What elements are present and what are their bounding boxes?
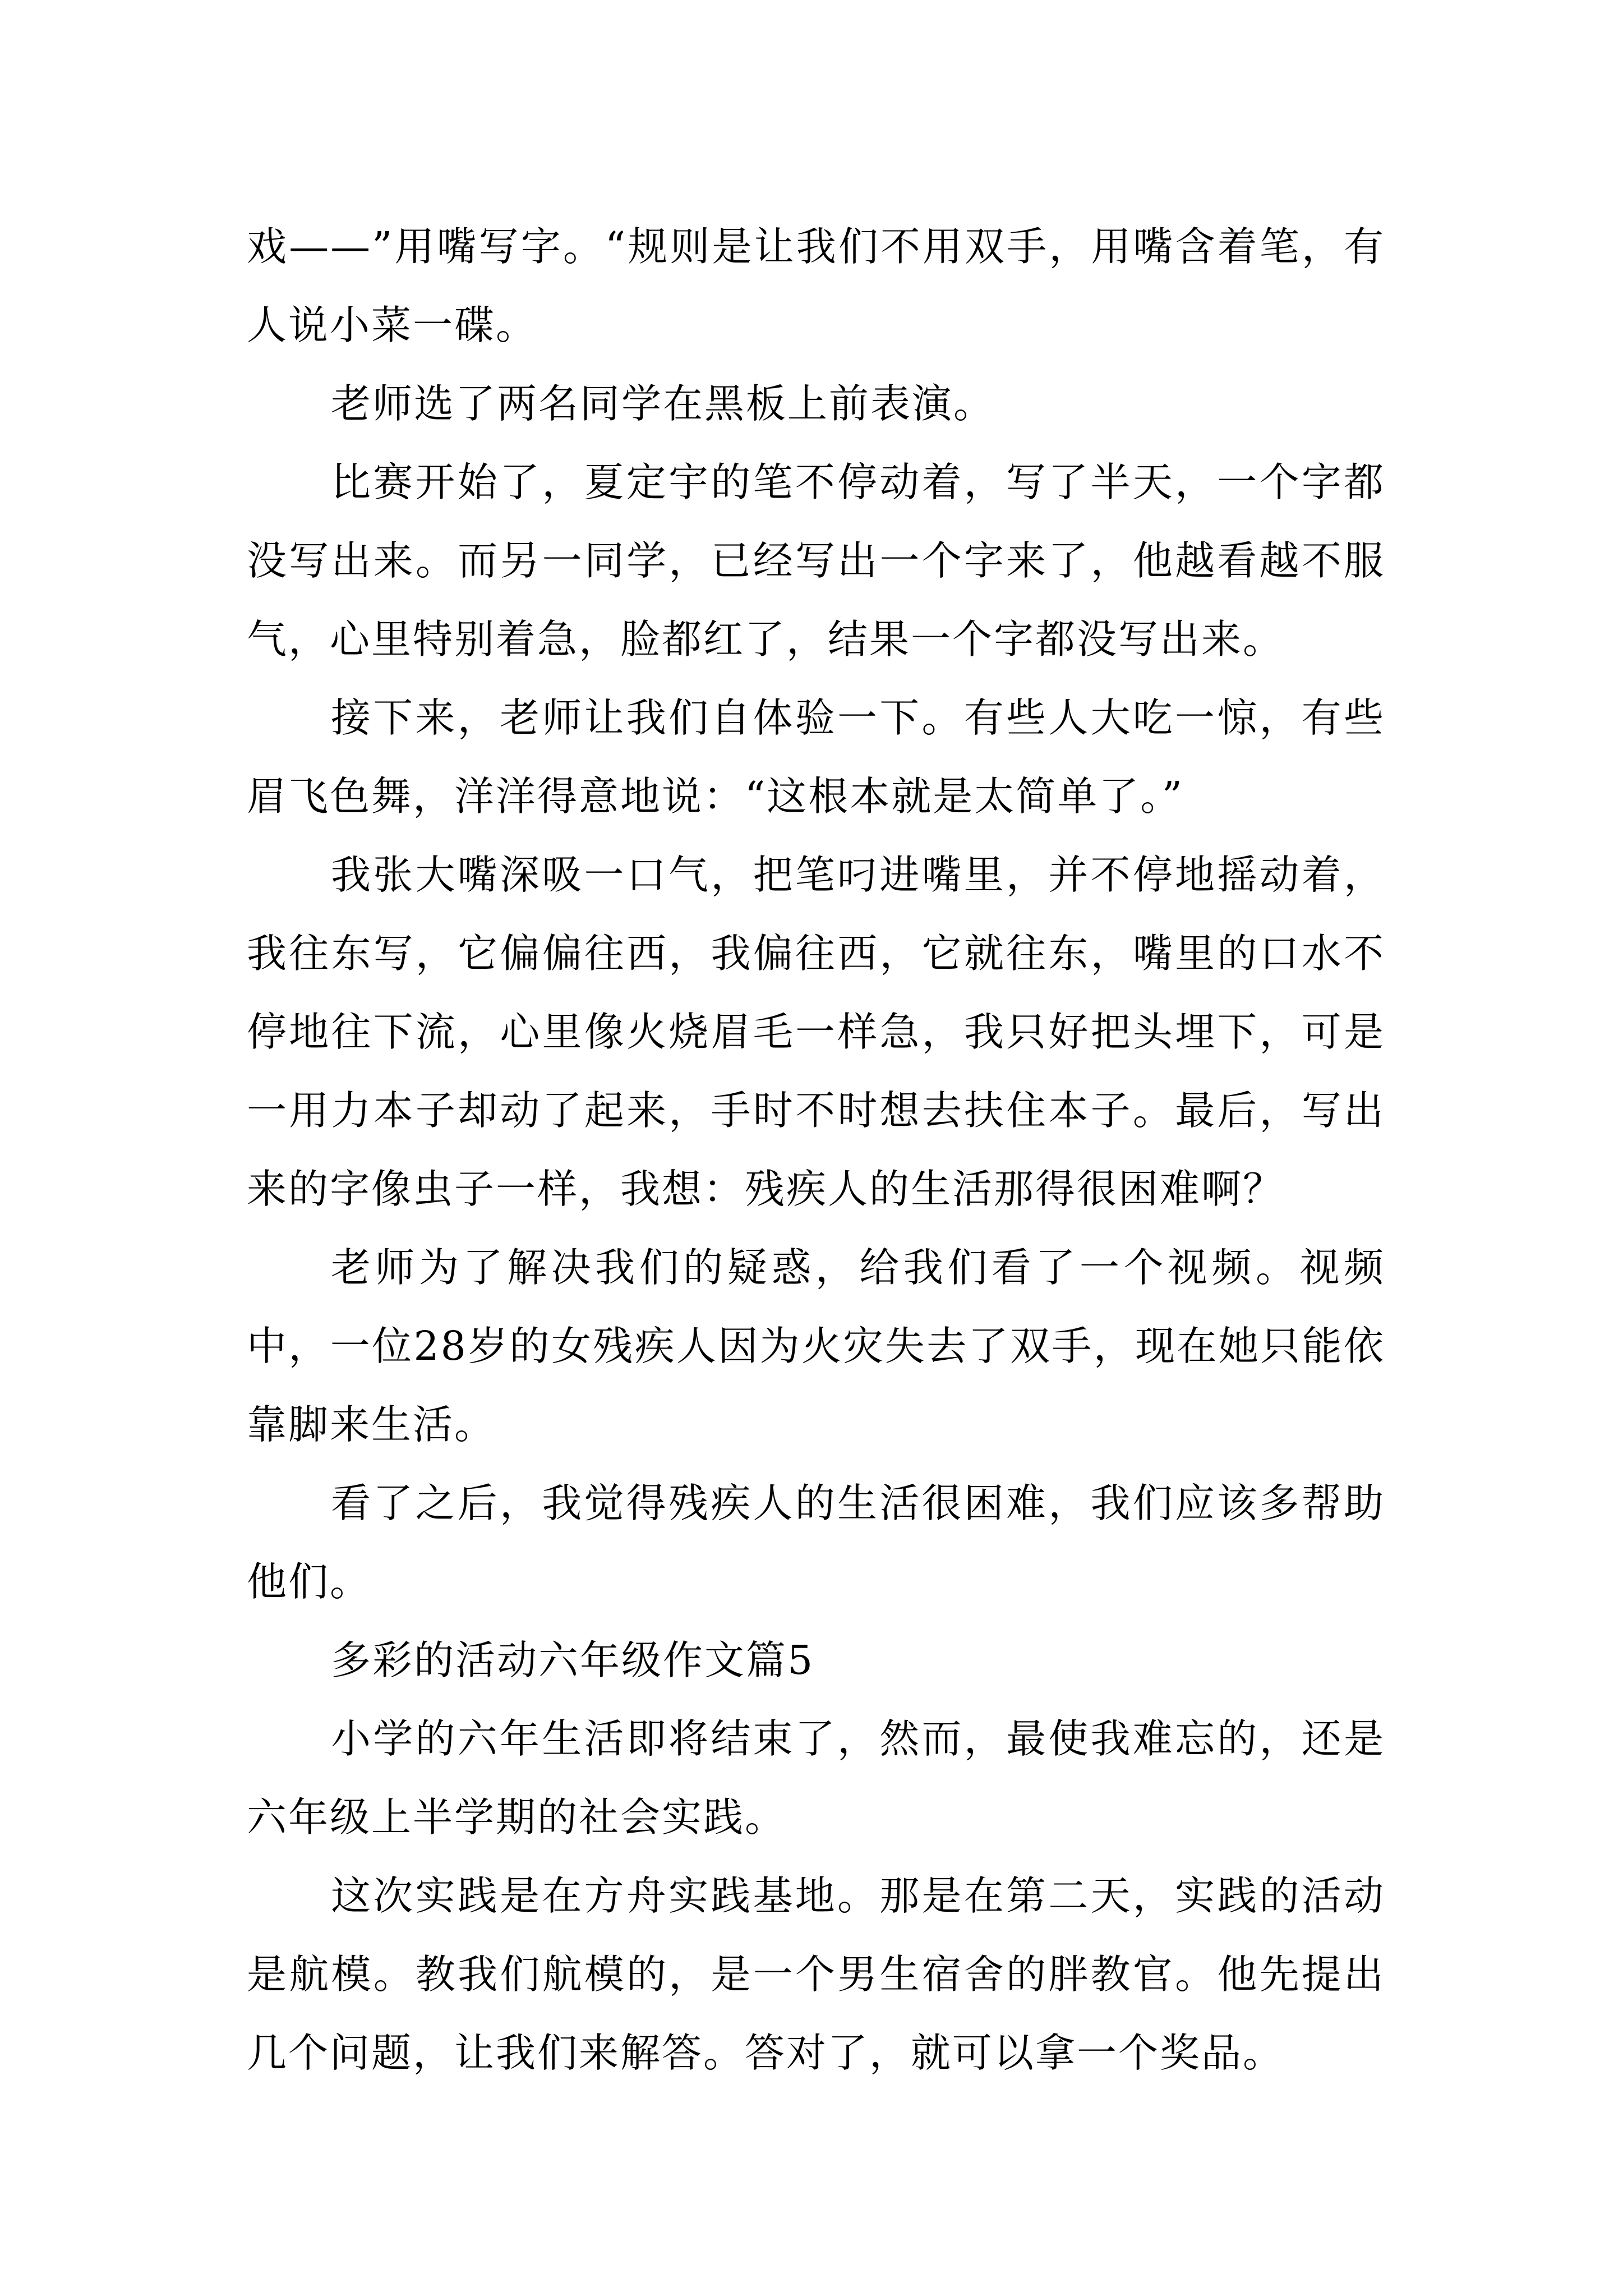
paragraph: 这次实践是在方舟实践基地。那是在第二天，实践的活动是航模。教我们航模的，是一个男生宿舍的胖教官。他先提出几个问题，让我们来解答。答对了，就可以拿一个奖品。 (247, 1872, 1385, 2076)
paragraph: 接下来，老师让我们自体验一下。有些人大吃一惊，有些眉飞色舞，洋洋得意地说：“这根本就是太简单了。” (247, 694, 1385, 820)
paragraph: 小学的六年生活即将结束了，然而，最使我难忘的，还是六年级上半学期的社会实践。 (247, 1715, 1385, 1841)
paragraph: 戏——”用嘴写字。“规则是让我们不用双手，用嘴含着笔，有人说小菜一碟。 (247, 223, 1385, 348)
paragraph: 我张大嘴深吸一口气，把笔叼进嘴里，并不停地摇动着，我往东写，它偏偏往西，我偏往西，它就往东，嘴里的口水不停地往下流，心里像火烧眉毛一样急，我只好把头埋下，可是一用力本子却动了起来，手时不时想去扶住本子。最后，写出来的字像虫子一样，我想：残疾人的生活那得很困难啊？ (247, 852, 1385, 1212)
paragraph: 老师选了两名同学在黑板上前表演。 (331, 380, 995, 427)
document-body (247, 208, 1385, 2092)
paragraph: 老师为了解决我们的疑惑，给我们看了一个视频。视频中，一位28岁的女残疾人因为火灾失去了双手，现在她只能依靠脚来生活。 (247, 1244, 1385, 1448)
section-heading: 多彩的活动六年级作文篇5 (331, 1637, 815, 1683)
paragraph: 比赛开始了，夏定宇的笔不停动着，写了半天，一个字都没写出来。而另一同学，已经写出一个字来了，他越看越不服气，心里特别着急，脸都红了，结果一个字都没写出来。 (247, 459, 1385, 662)
paragraph: 看了之后，我觉得残疾人的生活很困难，我们应该多帮助他们。 (247, 1480, 1385, 1605)
